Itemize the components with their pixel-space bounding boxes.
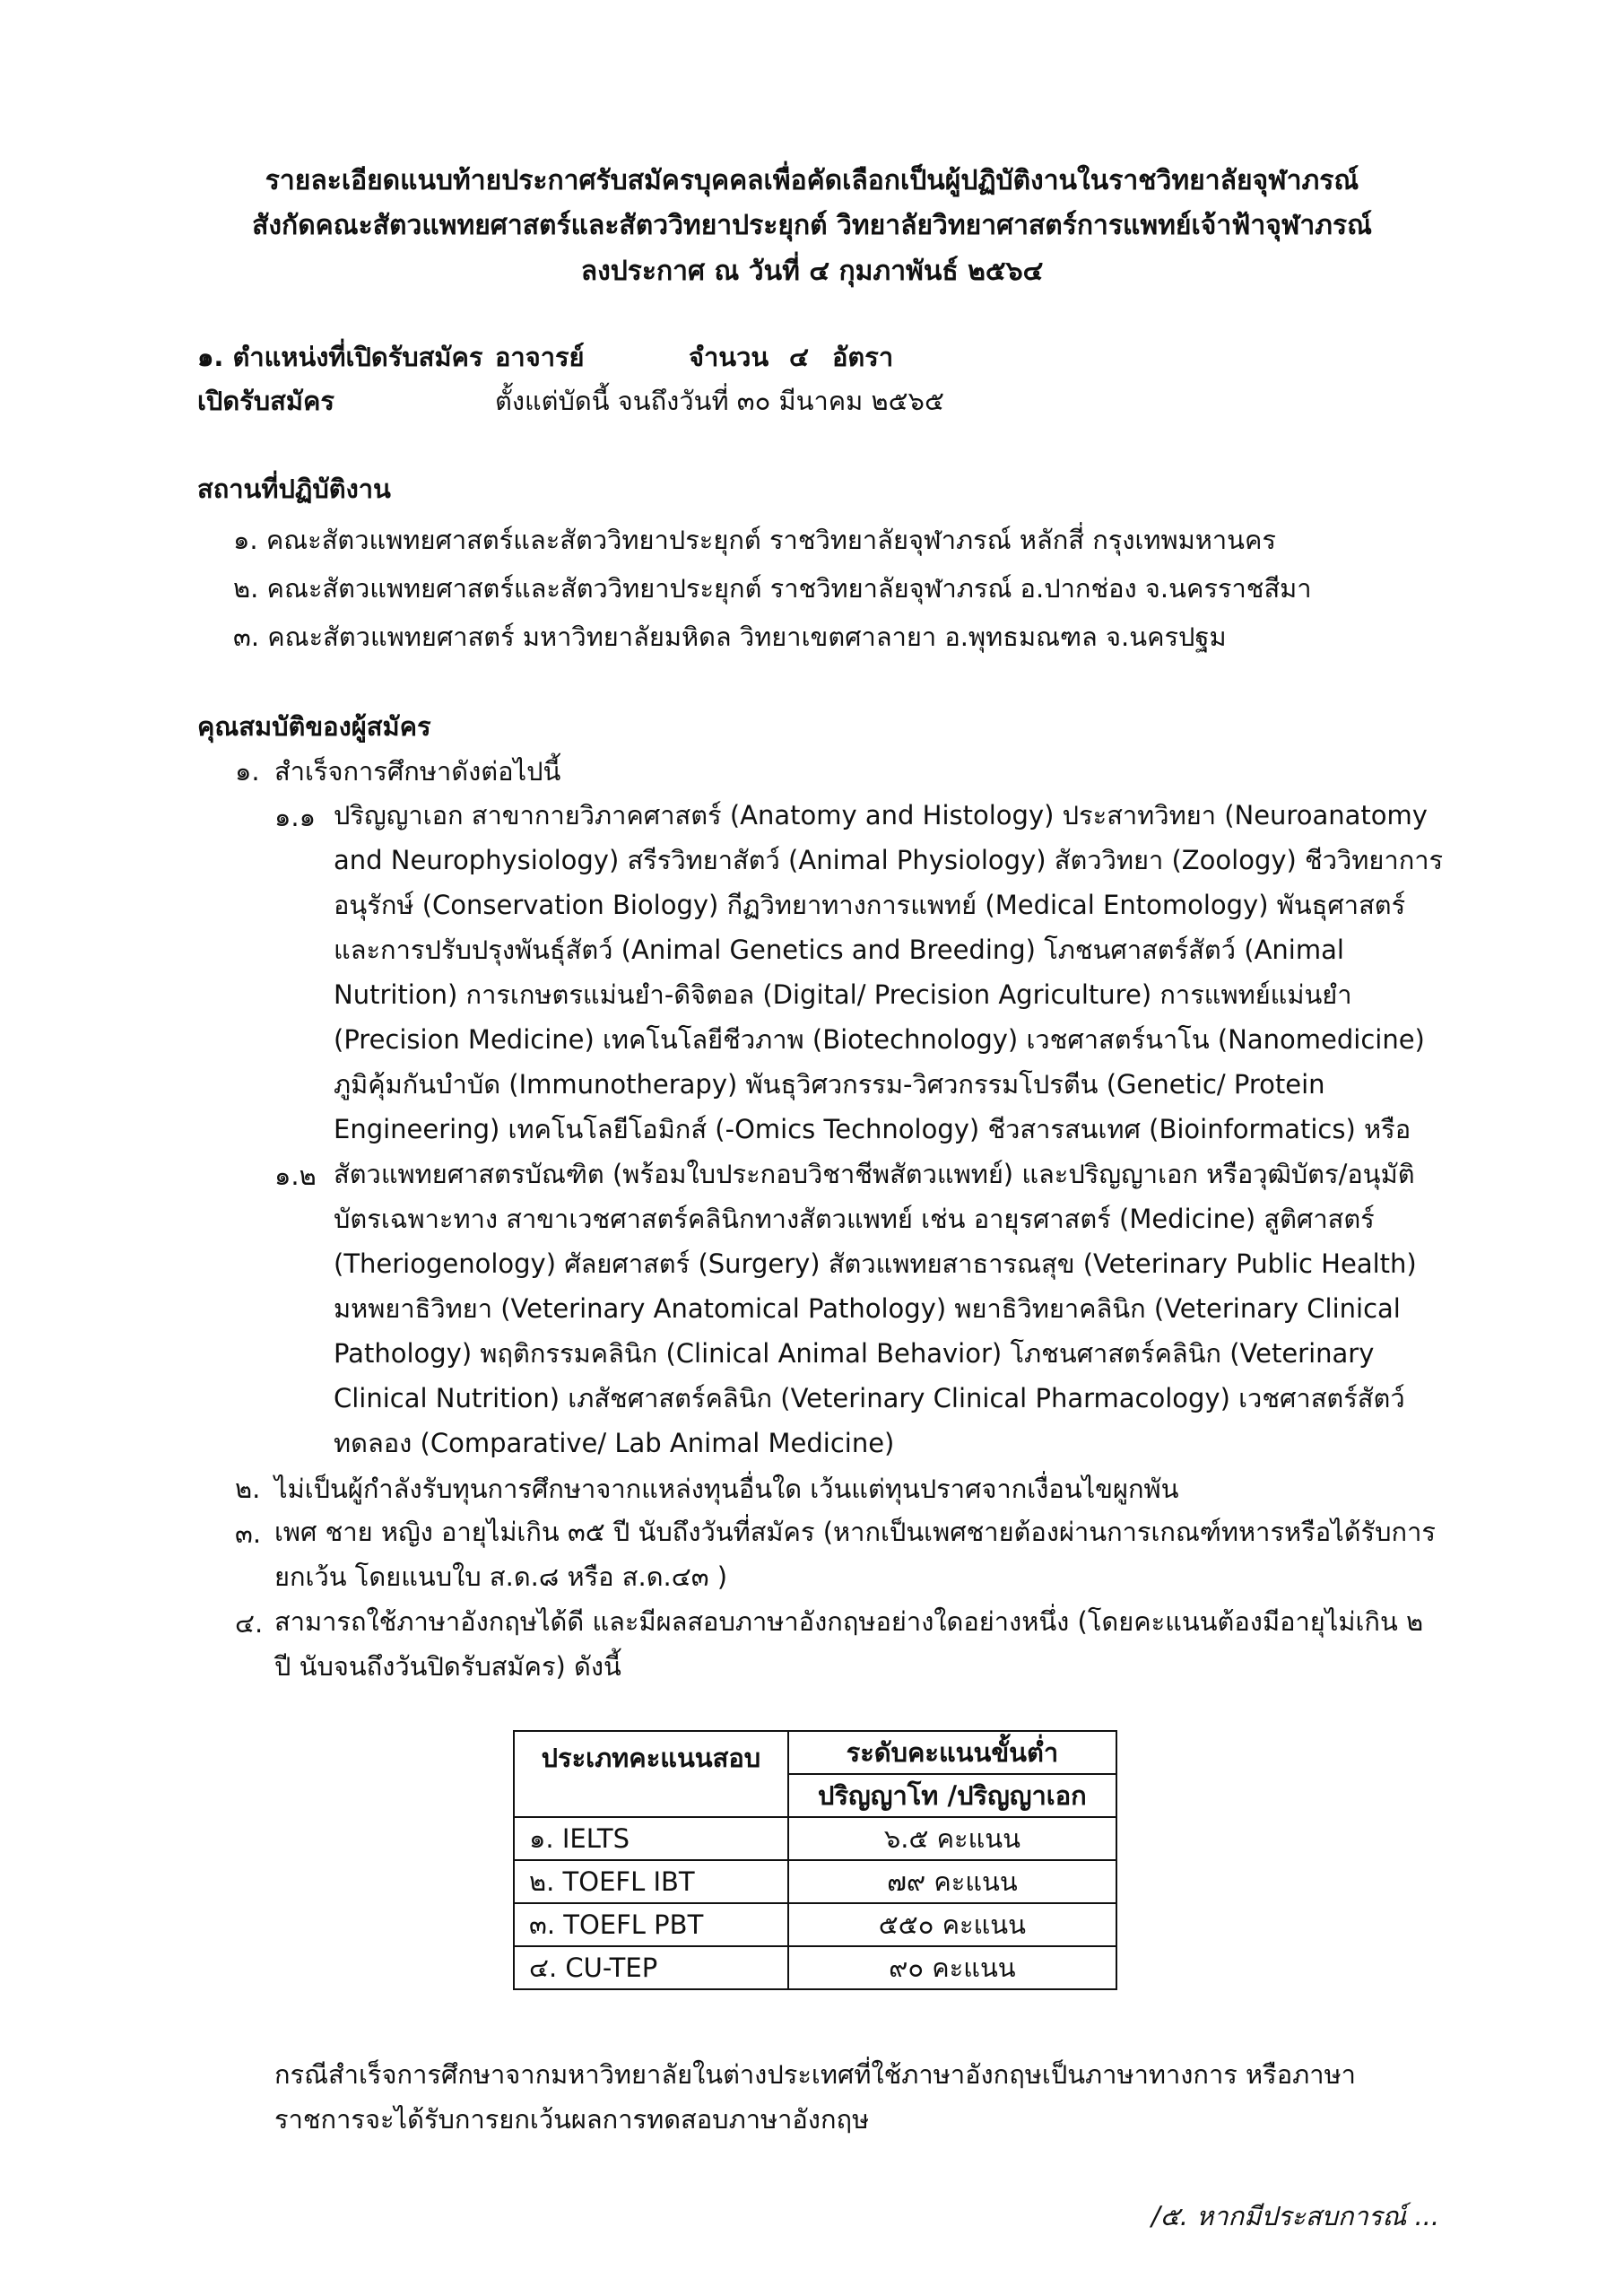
workplace-item: ๑. คณะสัตวแพทยศาสตร์และสัตววิทยาประยุกต์ ราชวิทยาลัยจุฬาภรณ์ หลักสี่ กรุงเทพมหานคร (233, 525, 1276, 555)
qualification-sub-text: สัตวแพทยศาสตรบัณฑิต (พร้อมใบประกอบวิชาชีพสัตวแพทย์) และปริญญาเอก หรือวุฒิบัตร/อนุมัติบัตรเฉพาะทาง สาขาเวชศาสตร์คลินิกทางสัตวแพทย์ เช่น อายุรศาสตร์ (Medicine) สูติศาสตร์ (Theriogenology) ศัลยศาสตร์ (Surgery) สัตวแพทยสาธารณสุข (Veterinary Public Health) มหพยาธิวิทยา (Veterinary Anatomical Pathology) พยาธิวิทยาคลินิก (Veterinary Clinical Pathology) พฤติกรรมคลินิก (Clinical Animal Behavior) โภชนศาสตร์คลินิก (Veterinary Clinical Nutrition) เภสัชศาสตร์คลินิก (Veterinary Clinical Pharmacology) เวชศาสตร์สัตว์ทดลอง (Comparative/ Lab Animal Medicine) (334, 1159, 1417, 1458)
exemption-note: กรณีสำเร็จการศึกษาจากมหาวิทยาลัยในต่างประเทศที่ใช้ภาษาอังกฤษเป็นภาษาทางการ หรือภาษาราชการจะได้รับการยกเว้นผลการทดสอบภาษาอังกฤษ (274, 2059, 1356, 2135)
table-cell-score: ๕๕๐ คะแนน (788, 1903, 1116, 1946)
position-count-label: จำนวน (689, 342, 769, 372)
table-cell-score: ๙๐ คะแนน (788, 1946, 1116, 1989)
header-line-2: สังกัดคณะสัตวแพทยศาสตร์และสัตววิทยาประยุกต์ วิทยาลัยวิทยาศาสตร์การแพทย์เจ้าฟ้าจุฬาภรณ์ (252, 210, 1372, 241)
table-row (514, 1903, 1116, 1946)
position-label: ๑. ตำแหน่งที่เปิดรับสมัคร (197, 342, 483, 372)
table-cell-test-type: ๑. IELTS (514, 1817, 788, 1860)
table-cell-test-type: ๓. TOEFL PBT (514, 1903, 788, 1946)
qualification-number: ๒. (235, 1474, 261, 1504)
position-unit: อัตรา (832, 342, 894, 372)
qualification-text: สามารถใช้ภาษาอังกฤษได้ดี และมีผลสอบภาษาอังกฤษอย่างใดอย่างหนึ่ง (โดยคะแนนต้องมีอายุไม่เกิน ๒ ปี นับจนถึงวันปิดรับสมัคร) ดังนี้ (274, 1606, 1424, 1682)
workplace-item: ๒. คณะสัตวแพทยศาสตร์และสัตววิทยาประยุกต์ ราชวิทยาลัยจุฬาภรณ์ อ.ปากช่อง จ.นครราชสีมา (233, 573, 1312, 604)
table-header-test-type: ประเภทคะแนนสอบ (514, 1731, 788, 1817)
table-cell-test-type: ๒. TOEFL IBT (514, 1860, 788, 1903)
position-count: ๔ (789, 342, 809, 372)
qualification-sub-number: ๑.๑ (274, 802, 317, 832)
qualification-text: สำเร็จการศึกษาดังต่อไปนี้ (274, 756, 561, 787)
workplace-item: ๓. คณะสัตวแพทยศาสตร์ มหาวิทยาลัยมหิดล วิทยาเขตศาลายา อ.พุทธมณฑล จ.นครปฐม (233, 622, 1227, 652)
header-line-3: ลงประกาศ ณ วันที่ ๔ กุมภาพันธ์ ๒๕๖๔ (580, 256, 1044, 287)
qualification-text: เพศ ชาย หญิง อายุไม่เกิน ๓๕ ปี นับถึงวันที่สมัคร (หากเป็นเพศชายต้องผ่านการเกณฑ์ทหารหรือได้รับการยกเว้น โดยแนบใบ ส.ด.๘ หรือ ส.ด.๔๓ ) (274, 1517, 1436, 1592)
table-subheader-degree: ปริญญาโท /ปริญญาเอก (788, 1774, 1116, 1817)
english-score-table (513, 1730, 1117, 1990)
qualification-sub-number: ๑.๒ (274, 1161, 317, 1191)
header-line-1: รายละเอียดแนบท้ายประกาศรับสมัครบุคคลเพื่อคัดเลือกเป็นผู้ปฏิบัติงานในราชวิทยาลัยจุฬาภรณ์ (265, 165, 1359, 196)
application-label: เปิดรับสมัคร (197, 386, 334, 416)
table-cell-score: ๖.๕ คะแนน (788, 1817, 1116, 1860)
qualification-number: ๑. (235, 756, 260, 787)
qualifications-heading: คุณสมบัติของผู้สมัคร (197, 711, 431, 742)
position-title: อาจารย์ (495, 342, 585, 372)
table-cell-test-type: ๔. CU-TEP (514, 1946, 788, 1989)
table-header-min-score: ระดับคะแนนขั้นต่ำ (788, 1731, 1116, 1774)
application-period: ตั้งแต่บัดนี้ จนถึงวันที่ ๓๐ มีนาคม ๒๕๖๕ (495, 386, 944, 416)
qualification-number: ๔. (235, 1608, 264, 1639)
table-row (514, 1817, 1116, 1860)
table-row (514, 1946, 1116, 1989)
table-cell-score: ๗๙ คะแนน (788, 1860, 1116, 1903)
continuation-footer: /๕. หากมีประสบการณ์ ... (1151, 2201, 1440, 2231)
qualification-sub-text: ปริญญาเอก สาขากายวิภาคศาสตร์ (Anatomy and Histology) ประสาทวิทยา (Neuroanatomy and Neurophysiology) สรีรวิทยาสัตว์ (Animal Physiology) สัตววิทยา (Zoology) ชีววิทยาการอนุรักษ์ (Conservation Biology) กีฏวิทยาทางการแพทย์ (Medical Entomology) พันธุศาสตร์และการปรับปรุงพันธุ์สัตว์ (Animal Genetics and Breeding) โภชนศาสตร์สัตว์ (Animal Nutrition) การเกษตรแม่นยำ-ดิจิตอล (Digital/ Precision Agriculture) การแพทย์แม่นยำ (Precision Medicine) เทคโนโลยีชีวภาพ (Biotechnology) เวชศาสตร์นาโน (Nanomedicine) ภูมิคุ้มกันบำบัด (Immunotherapy) พันธุวิศวกรรม-วิศวกรรมโปรตีน (Genetic/ Protein Engineering) เทคโนโลยีโอมิกส์ (-Omics Technology) ชีวสารสนเทศ (Bioinformatics) หรือ (334, 800, 1444, 1144)
qualification-text: ไม่เป็นผู้กำลังรับทุนการศึกษาจากแหล่งทุนอื่นใด เว้นแต่ทุนปราศจากเงื่อนไขผูกพัน (274, 1474, 1179, 1504)
table-row (514, 1860, 1116, 1903)
workplace-heading: สถานที่ปฏิบัติงาน (197, 474, 391, 504)
qualification-number: ๓. (235, 1518, 262, 1549)
